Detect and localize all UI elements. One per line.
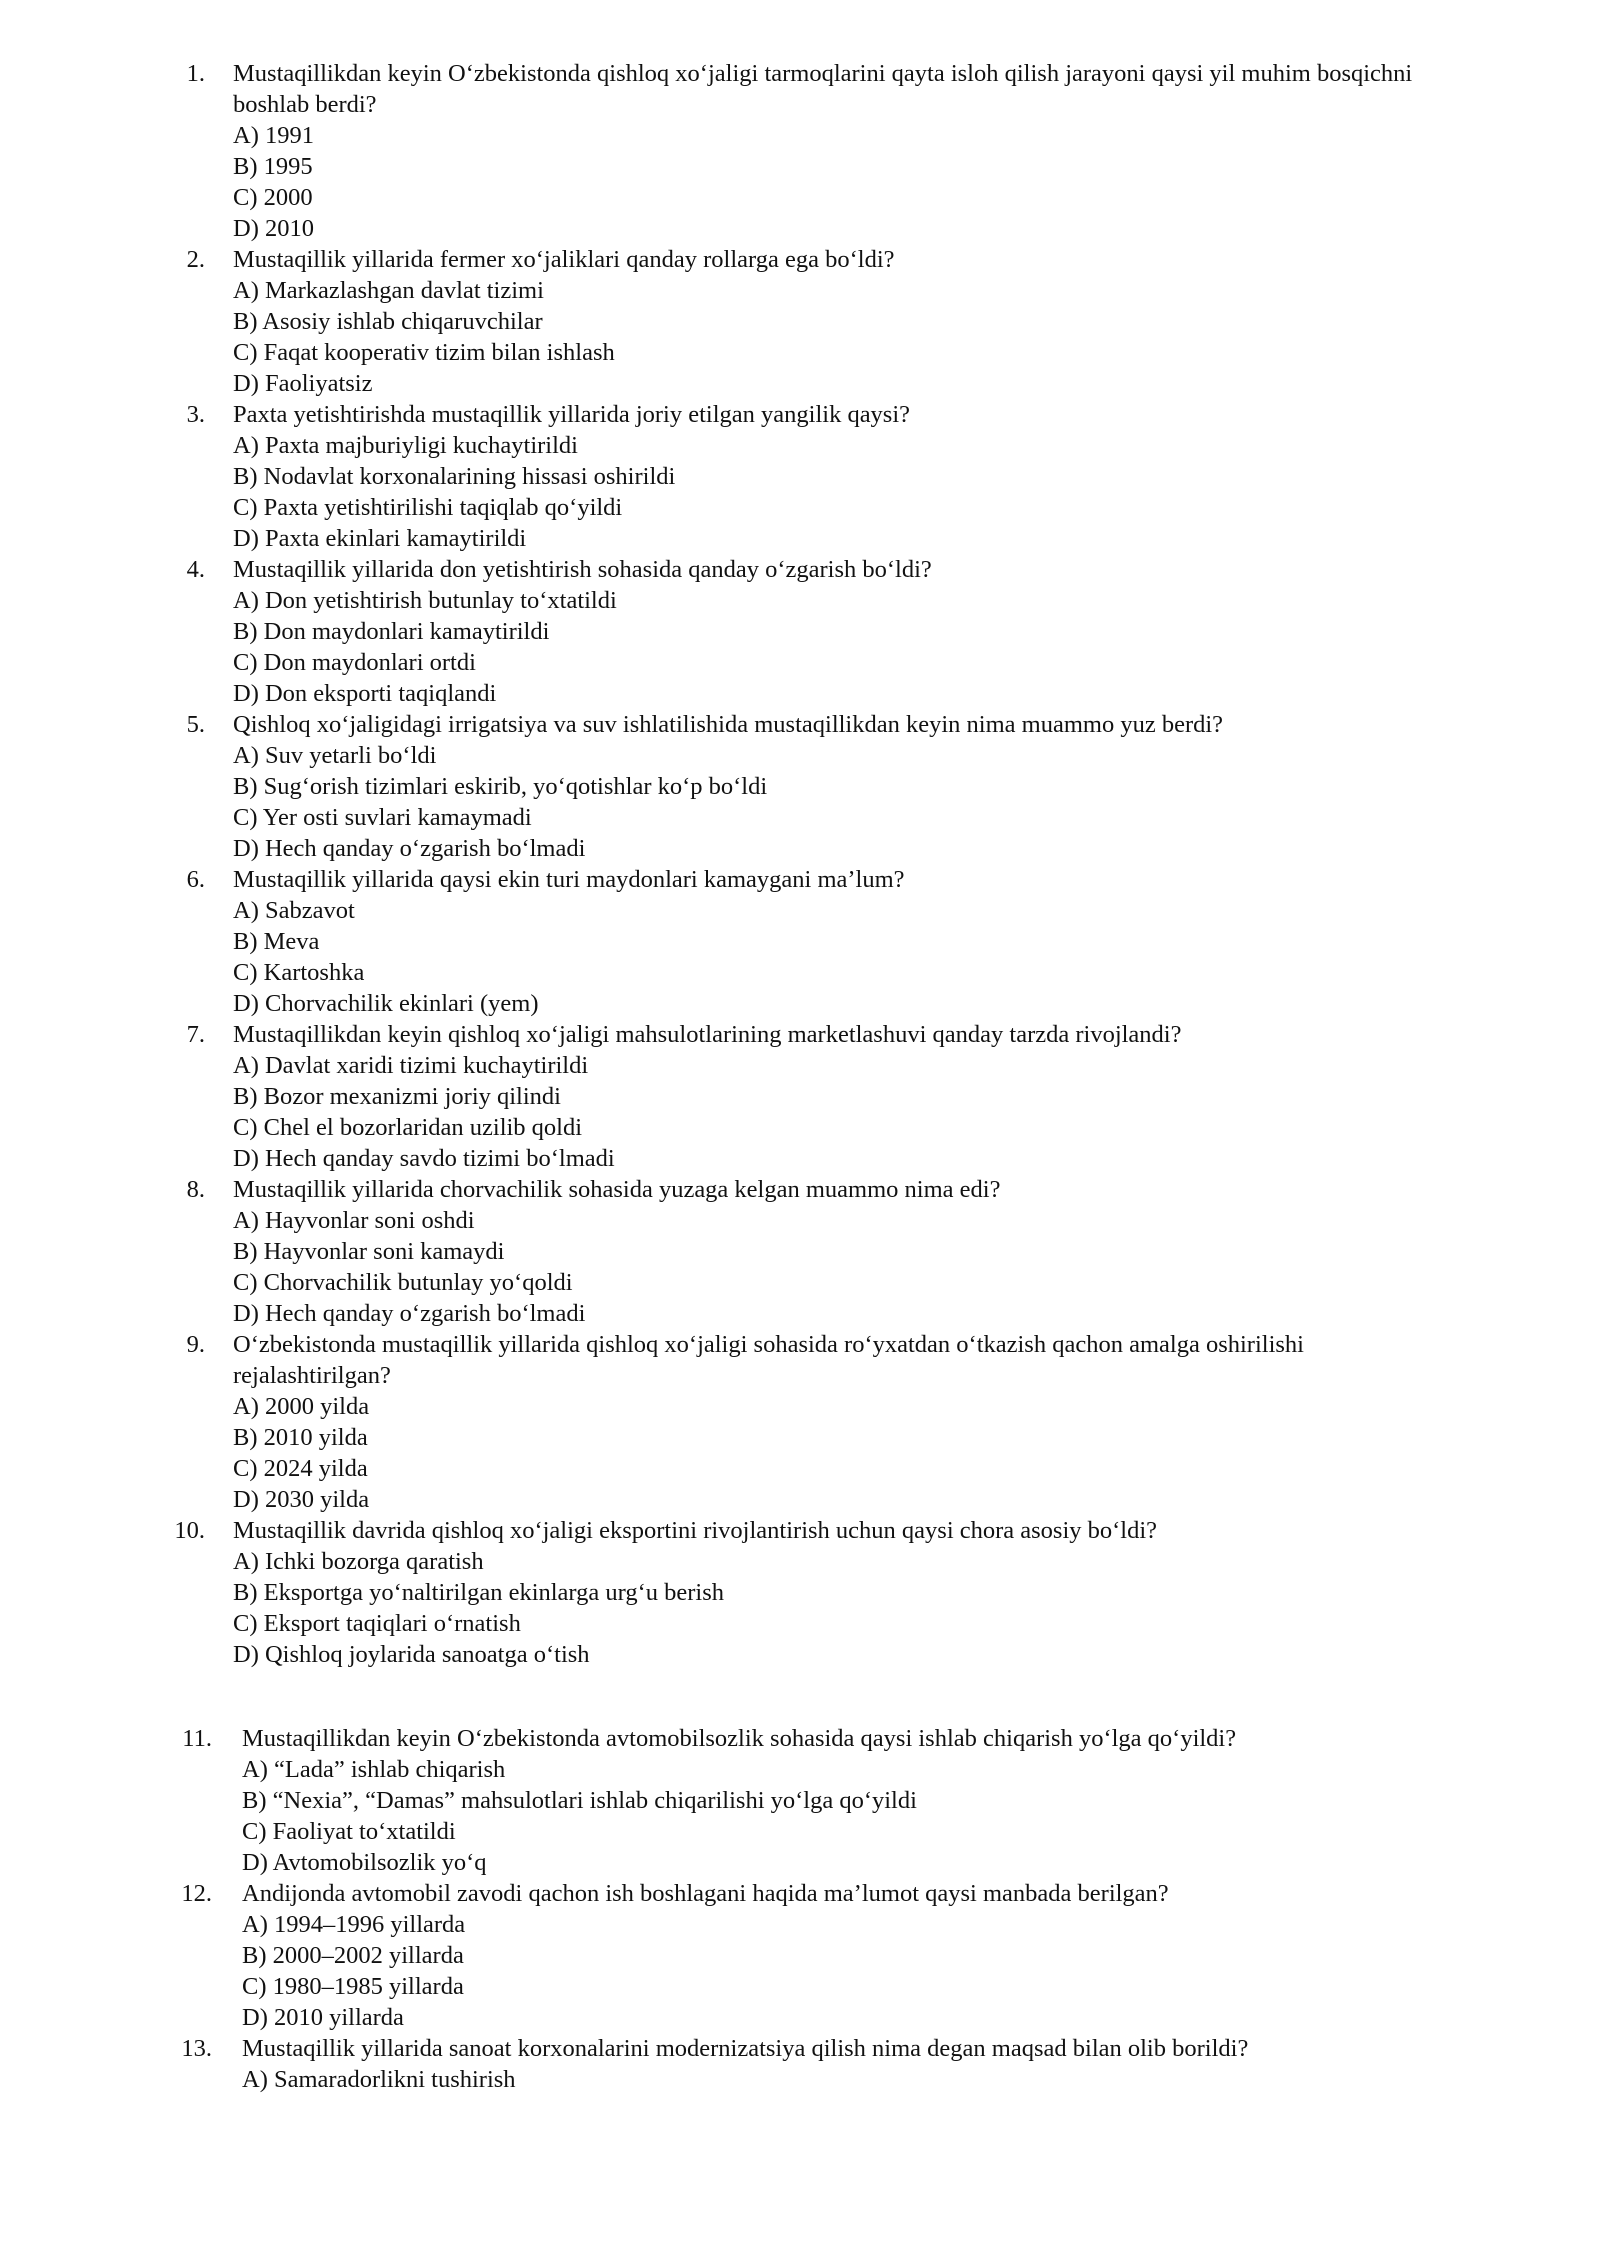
question-item [0, 1019, 1600, 1174]
question-number: 1. [186, 60, 205, 87]
question-text: Mustaqillik davrida qishloq xo‘jaligi eksportini rivojlantirish uchun qaysi chora asosiy bo‘ldi? [233, 1517, 1158, 1544]
answer-option: C) Eksport taqiqlari o‘rnatish [233, 1610, 521, 1637]
question-number: 10. [174, 1517, 205, 1544]
question-list-industry [0, 1723, 1600, 2095]
answer-option: B) Nodavlat korxonalarining hissasi oshirildi [233, 463, 676, 490]
question-number: 7. [186, 1021, 205, 1048]
answer-option: B) Bozor mexanizmi joriy qilindi [233, 1083, 561, 1110]
question-item [0, 1329, 1600, 1515]
question-number: 6. [186, 866, 205, 893]
question-number: 11. [182, 1725, 212, 1752]
question-body [242, 1878, 1442, 2033]
answer-option: D) Hech qanday o‘zgarish bo‘lmadi [233, 835, 586, 862]
question-body [233, 554, 1433, 709]
question-item [0, 1515, 1600, 1670]
answer-option: C) Chel el bozorlaridan uzilib qoldi [233, 1114, 583, 1141]
question-item [0, 1878, 1600, 2033]
answer-option: A) Paxta majburiyligi kuchaytirildi [233, 432, 578, 459]
question-body [233, 864, 1433, 1019]
answer-option: D) Hech qanday o‘zgarish bo‘lmadi [233, 1300, 586, 1327]
answer-option: D) Chorvachilik ekinlari (yem) [233, 990, 539, 1017]
question-list-agriculture [0, 58, 1600, 1670]
question-number: 12. [181, 1880, 212, 1907]
answer-option: C) 2000 [233, 184, 313, 211]
question-number: 13. [181, 2035, 212, 2062]
answer-option: C) 2024 yilda [233, 1455, 368, 1482]
answer-option: A) Samaradorlikni tushirish [242, 2066, 516, 2093]
question-body [233, 1174, 1433, 1329]
answer-option: B) Asosiy ishlab chiqaruvchilar [233, 308, 543, 335]
answer-option: B) “Nexia”, “Damas” mahsulotlari ishlab chiqarilishi yo‘lga qo‘yildi [242, 1787, 917, 1814]
answer-option: B) Sug‘orish tizimlari eskirib, yo‘qotishlar ko‘p bo‘ldi [233, 773, 768, 800]
answer-option: A) Hayvonlar soni oshdi [233, 1207, 475, 1234]
question-item [0, 1723, 1600, 1878]
answer-option: C) Paxta yetishtirilishi taqiqlab qo‘yildi [233, 494, 623, 521]
question-text: Andijonda avtomobil zavodi qachon ish boshlagani haqida ma’lumot qaysi manbada berilgan? [242, 1880, 1169, 1907]
answer-option: A) Suv yetarli bo‘ldi [233, 742, 437, 769]
question-text: Mustaqillik yillarida fermer xo‘jaliklari qanday rollarga ega bo‘ldi? [233, 246, 895, 273]
question-text: Qishloq xo‘jaligidagi irrigatsiya va suv ishlatilishida mustaqillikdan keyin nima muammo yuz berdi? [233, 711, 1224, 738]
question-item [0, 864, 1600, 1019]
question-body [242, 1723, 1442, 1878]
question-number: 4. [186, 556, 205, 583]
answer-option: C) Faoliyat to‘xtatildi [242, 1818, 456, 1845]
answer-option: B) Eksportga yo‘naltirilgan ekinlarga urg‘u berish [233, 1579, 725, 1606]
question-number: 2. [186, 246, 205, 273]
question-item [0, 709, 1600, 864]
question-number: 3. [186, 401, 205, 428]
question-text: Paxta yetishtirishda mustaqillik yillarida joriy etilgan yangilik qaysi? [233, 401, 911, 428]
question-text: O‘zbekistonda mustaqillik yillarida qishloq xo‘jaligi sohasida ro‘yxatdan o‘tkazish qachon amalga oshirilishi rejalashtirilgan? [233, 1331, 1304, 1389]
question-text: Mustaqillikdan keyin O‘zbekistonda qishloq xo‘jaligi tarmoqlarini qayta isloh qilish jarayoni qaysi yil muhim bosqichni boshlab berdi? [233, 60, 1413, 118]
answer-option: D) Avtomobilsozlik yo‘q [242, 1849, 487, 1876]
question-item [0, 244, 1600, 399]
question-text: Mustaqillik yillarida chorvachilik sohasida yuzaga kelgan muammo nima edi? [233, 1176, 1001, 1203]
question-body [233, 244, 1433, 399]
answer-option: B) Meva [233, 928, 320, 955]
question-text: Mustaqillik yillarida don yetishtirish sohasida qanday o‘zgarish bo‘ldi? [233, 556, 932, 583]
question-item [0, 399, 1600, 554]
answer-option: D) 2010 [233, 215, 314, 242]
answer-option: B) Hayvonlar soni kamaydi [233, 1238, 505, 1265]
answer-option: B) Don maydonlari kamaytirildi [233, 618, 550, 645]
question-item [0, 58, 1600, 244]
answer-option: A) Ichki bozorga qaratish [233, 1548, 484, 1575]
answer-option: A) Davlat xaridi tizimi kuchaytirildi [233, 1052, 589, 1079]
answer-option: D) 2010 yillarda [242, 2004, 404, 2031]
question-body [233, 399, 1433, 554]
answer-option: C) 1980–1985 yillarda [242, 1973, 464, 2000]
question-body [233, 1515, 1433, 1670]
question-body [233, 58, 1433, 244]
question-body [233, 1329, 1433, 1515]
question-item [0, 1174, 1600, 1329]
answer-option: C) Don maydonlari ortdi [233, 649, 476, 676]
answer-option: D) Paxta ekinlari kamaytirildi [233, 525, 527, 552]
answer-option: B) 2000–2002 yillarda [242, 1942, 464, 1969]
question-item [0, 554, 1600, 709]
question-text: Mustaqillik yillarida sanoat korxonalarini modernizatsiya qilish nima degan maqsad bilan olib borildi? [242, 2035, 1249, 2062]
answer-option: B) 1995 [233, 153, 313, 180]
answer-option: A) Markazlashgan davlat tizimi [233, 277, 544, 304]
answer-option: C) Kartoshka [233, 959, 365, 986]
question-body [233, 709, 1433, 864]
question-text: Mustaqillikdan keyin qishloq xo‘jaligi mahsulotlarining marketlashuvi qanday tarzda rivojlandi? [233, 1021, 1182, 1048]
answer-option: C) Faqat kooperativ tizim bilan ishlash [233, 339, 615, 366]
question-text: Mustaqillikdan keyin O‘zbekistonda avtomobilsozlik sohasida qaysi ishlab chiqarish yo‘lga qo‘yildi? [242, 1725, 1237, 1752]
answer-option: C) Chorvachilik butunlay yo‘qoldi [233, 1269, 573, 1296]
answer-option: D) Don eksporti taqiqlandi [233, 680, 497, 707]
answer-option: D) Qishloq joylarida sanoatga o‘tish [233, 1641, 590, 1668]
answer-option: D) Hech qanday savdo tizimi bo‘lmadi [233, 1145, 615, 1172]
answer-option: B) 2010 yilda [233, 1424, 368, 1451]
question-number: 8. [186, 1176, 205, 1203]
answer-option: A) Don yetishtirish butunlay to‘xtatildi [233, 587, 617, 614]
answer-option: A) 1991 [233, 122, 314, 149]
question-item [0, 2033, 1600, 2095]
answer-option: A) 2000 yilda [233, 1393, 370, 1420]
question-number: 9. [186, 1331, 205, 1358]
answer-option: D) 2030 yilda [233, 1486, 370, 1513]
answer-option: A) Sabzavot [233, 897, 355, 924]
answer-option: A) 1994–1996 yillarda [242, 1911, 466, 1938]
question-body [233, 1019, 1433, 1174]
question-number: 5. [186, 711, 205, 738]
question-text: Mustaqillik yillarida qaysi ekin turi maydonlari kamaygani ma’lum? [233, 866, 905, 893]
answer-option: D) Faoliyatsiz [233, 370, 373, 397]
question-body [242, 2033, 1442, 2095]
answer-option: A) “Lada” ishlab chiqarish [242, 1756, 506, 1783]
answer-option: C) Yer osti suvlari kamaymadi [233, 804, 532, 831]
